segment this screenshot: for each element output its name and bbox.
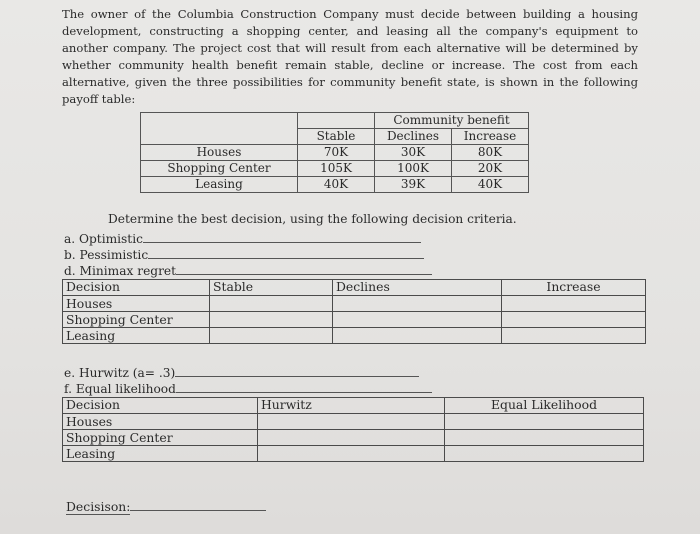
payoff-table <box>140 112 529 193</box>
criterion-label: e. Hurwitz (a= .3) <box>64 366 176 380</box>
answer-line[interactable] <box>143 230 421 243</box>
payoff-row-label: Leasing <box>141 177 298 193</box>
criterion-hurwitz <box>64 364 419 381</box>
payoff-cell: 40K <box>298 177 375 193</box>
criterion-label: b. Pessimistic <box>64 248 149 262</box>
row-label: Leasing <box>63 446 258 462</box>
payoff-header-spacer <box>298 113 375 129</box>
answer-cell[interactable] <box>258 414 445 430</box>
answer-cell[interactable] <box>258 430 445 446</box>
table-header: Stable <box>210 280 333 296</box>
answer-cell[interactable] <box>258 446 445 462</box>
hurwitz-equal-likelihood-table <box>62 397 644 462</box>
criterion-pessimistic <box>64 246 424 263</box>
answer-line[interactable] <box>175 364 419 377</box>
final-decision-label: Decisison: <box>66 499 131 514</box>
payoff-row-label: Houses <box>141 145 298 161</box>
answer-cell[interactable] <box>333 312 502 328</box>
answer-cell[interactable] <box>210 312 333 328</box>
payoff-cell: 30K <box>375 145 452 161</box>
criterion-label: a. Optimistic <box>64 232 143 246</box>
payoff-cell: 70K <box>298 145 375 161</box>
table-header: Decision <box>63 398 258 414</box>
payoff-cell: 40K <box>452 177 529 193</box>
regret-table <box>62 279 646 344</box>
payoff-row <box>141 145 529 161</box>
row-label: Leasing <box>63 328 210 344</box>
payoff-group-header: Community benefit <box>375 113 529 129</box>
payoff-cell: 100K <box>375 161 452 177</box>
answer-cell[interactable] <box>502 312 646 328</box>
payoff-col-header: Stable <box>298 129 375 145</box>
criterion-equal-likelihood <box>64 380 432 397</box>
row-label: Houses <box>63 296 210 312</box>
problem-statement: The owner of the Columbia Construction Company must decide between building a housing development, constructing a shopping center, and leasing all the company's equipment to another company. The project cost that will result from each alternative will be determined by whether community health benefit remain stable, decline or increase. The cost from each alternative, given the three possibilities for community benefit state, is shown in the following payoff table: <box>62 7 638 106</box>
payoff-cell: 105K <box>298 161 375 177</box>
row-label: Shopping Center <box>63 312 210 328</box>
answer-line[interactable] <box>176 262 432 275</box>
answer-line[interactable] <box>176 380 432 393</box>
criterion-label: d. Minimax regret <box>64 264 177 278</box>
payoff-corner-cell <box>141 113 298 129</box>
answer-cell[interactable] <box>445 446 644 462</box>
table-header: Equal Likelihood <box>445 398 644 414</box>
payoff-corner-cell-2 <box>141 129 298 145</box>
answer-line[interactable] <box>148 246 424 259</box>
table-header: Declines <box>333 280 502 296</box>
table-row <box>63 328 646 344</box>
table-row <box>63 446 644 462</box>
payoff-row-label: Shopping Center <box>141 161 298 177</box>
payoff-row <box>141 161 529 177</box>
payoff-cell: 39K <box>375 177 452 193</box>
answer-cell[interactable] <box>333 328 502 344</box>
table-row <box>63 296 646 312</box>
instructions: Determine the best decision, using the following decision criteria. <box>108 212 517 226</box>
criterion-optimistic <box>64 230 421 247</box>
final-decision <box>66 498 266 514</box>
answer-cell[interactable] <box>502 328 646 344</box>
final-decision-line[interactable] <box>130 498 266 511</box>
table-header: Hurwitz <box>258 398 445 414</box>
table-row <box>63 430 644 446</box>
answer-cell[interactable] <box>210 296 333 312</box>
row-label: Shopping Center <box>63 430 258 446</box>
payoff-cell: 80K <box>452 145 529 161</box>
payoff-col-header: Increase <box>452 129 529 145</box>
row-label: Houses <box>63 414 258 430</box>
criterion-minimax-regret <box>64 262 432 279</box>
table-row <box>63 414 644 430</box>
answer-cell[interactable] <box>210 328 333 344</box>
criterion-label: f. Equal likelihood <box>64 382 176 396</box>
answer-cell[interactable] <box>333 296 502 312</box>
payoff-row <box>141 177 529 193</box>
table-row <box>63 312 646 328</box>
answer-cell[interactable] <box>502 296 646 312</box>
answer-cell[interactable] <box>445 414 644 430</box>
payoff-col-header: Declines <box>375 129 452 145</box>
answer-cell[interactable] <box>445 430 644 446</box>
payoff-cell: 20K <box>452 161 529 177</box>
table-header: Decision <box>63 280 210 296</box>
table-header: Increase <box>502 280 646 296</box>
